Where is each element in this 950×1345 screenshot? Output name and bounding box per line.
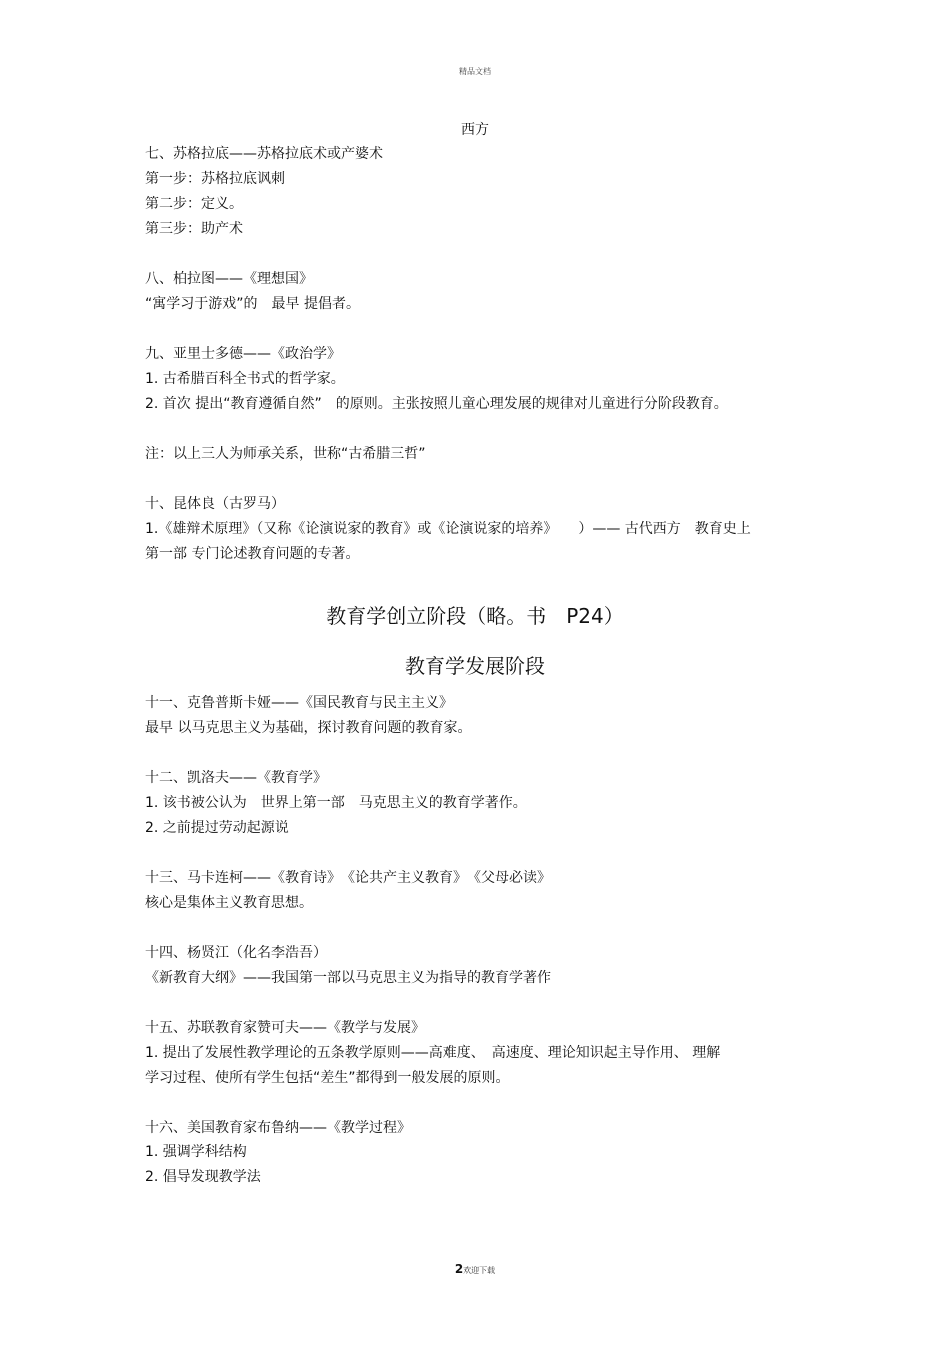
item-15-line-1: 1. 提出了发展性教学理论的五条教学原则——高难度、 高速度、理论知识起主导作用、 理解 xyxy=(145,1045,721,1061)
item-10-heading: 十、昆体良（古罗马） xyxy=(145,496,285,512)
footer-text: 欢迎下载 xyxy=(463,1266,496,1275)
item-16-line-2: 2. 倡导发现教学法 xyxy=(145,1169,261,1185)
note-three-philosophers: 注：以上三人为师承关系，世称“古希腊三哲” xyxy=(145,446,426,462)
item-7-line-1: 第一步：苏格拉底讽刺 xyxy=(145,171,285,187)
item-15-heading: 十五、苏联教育家赞可夫——《教学与发展》 xyxy=(145,1020,425,1036)
item-7-heading: 七、苏格拉底——苏格拉底术或产婆术 xyxy=(145,146,383,162)
item-15-line-2: 学习过程、使所有学生包括“差生”都得到一般发展的原则。 xyxy=(145,1070,510,1086)
item-10-line-2: 第一部 专门论述教育问题的专著。 xyxy=(145,546,360,562)
item-8-line-1: “寓学习于游戏”的 最早 提倡者。 xyxy=(145,296,360,312)
item-8-heading: 八、柏拉图——《理想国》 xyxy=(145,271,313,287)
item-9-line-2: 2. 首次 提出“教育遵循自然” 的原则。主张按照儿童心理发展的规律对儿童进行分阶段教育。 xyxy=(145,396,728,412)
item-16-line-1: 1. 强调学科结构 xyxy=(145,1144,247,1160)
item-12-heading: 十二、凯洛夫——《教育学》 xyxy=(145,770,327,786)
item-10-line-1: 1.《雄辩术原理》（又称《论演说家的教育》或《论演说家的培养》 ）—— 古代西方 教育史上 xyxy=(145,521,751,537)
stage-founding-heading: 教育学创立阶段（略。书 P24） xyxy=(326,604,624,628)
item-13-heading: 十三、马卡连柯——《教育诗》 《论共产主义教育》 《父母必读》 xyxy=(145,870,551,886)
item-14-heading: 十四、杨贤江（化名李浩吾） xyxy=(145,945,327,961)
item-12-line-1: 1. 该书被公认为 世界上第一部 马克思主义的教育学著作。 xyxy=(145,795,527,811)
header-watermark: 精品文档 xyxy=(459,67,491,76)
page-number: 2 xyxy=(454,1262,464,1276)
item-12-line-2: 2. 之前提过劳动起源说 xyxy=(145,820,289,836)
item-14-line-1: 《新教育大纲》——我国第一部以马克思主义为指导的教育学著作 xyxy=(145,970,551,986)
item-13-line-1: 核心是集体主义教育思想。 xyxy=(145,895,313,911)
item-11-heading: 十一、克鲁普斯卡娅——《国民教育与民主主义》 xyxy=(145,695,453,711)
item-9-line-1: 1. 古希腊百科全书式的哲学家。 xyxy=(145,371,345,387)
item-16-heading: 十六、美国教育家布鲁纳——《教学过程》 xyxy=(145,1120,411,1136)
section-title-west: 西方 xyxy=(461,122,489,138)
item-7-line-2: 第二步：定义。 xyxy=(145,196,243,212)
item-7-line-3: 第三步：助产术 xyxy=(145,221,243,237)
stage-development-heading: 教育学发展阶段 xyxy=(405,654,545,678)
page-footer xyxy=(0,1262,950,1276)
item-11-line-1: 最早 以马克思主义为基础，探讨教育问题的教育家。 xyxy=(145,720,472,736)
item-9-heading: 九、亚里士多德——《政治学》 xyxy=(145,346,341,362)
